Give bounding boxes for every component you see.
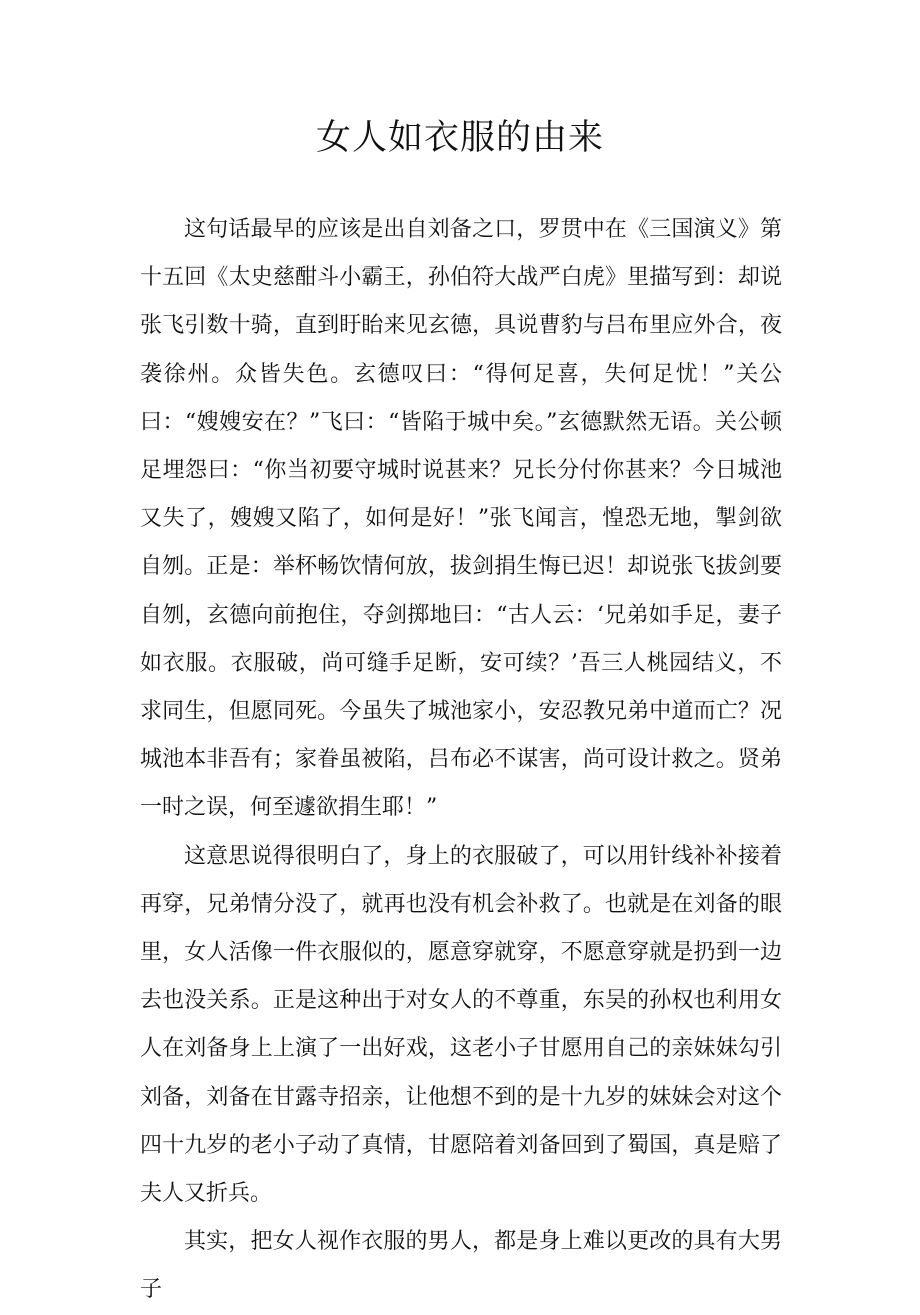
paragraph-3: 其实，把女人视作衣服的男人，都是身上难以更改的具有大男子 xyxy=(140,1229,782,1303)
paragraph-1: 这句话最早的应该是出自刘备之口，罗贯中在《三国演义》第十五回《太史慈酣斗小霸王，孙伯符大战严白虎》里描写到：却说张飞引数十骑，直到盱眙来见玄德，具说曹豹与吕布里应外合，夜袭徐州。众皆失色。玄德叹曰：“得何足喜，失何足忧！”关公曰：“嫂嫂安在？”飞曰：“皆陷于城中矣。”玄德默然无语。关公顿足埋怨曰：“你当初要守城时说甚来？兄长分付你甚来？今日城池又失了，嫂嫂又陷了，如何是好！”张飞闻言，惶恐无地，掣剑欲自刎。正是：举杯畅饮情何放，拔剑捐生悔已迟！却说张飞拔剑要自刎，玄德向前抱住，夺剑掷地曰：“古人云：‘兄弟如手足，妻子如衣服。衣服破，尚可缝手足断，安可续？’吾三人桃园结义，不求同生，但愿同死。今虽失了城池家小，安忍教兄弟中道而亡？况城池本非吾有；家眷虽被陷，吕布必不谋害，尚可设计救之。贤弟一时之误，何至遽欲捐生耶！” xyxy=(140,217,782,821)
paragraph-2: 这意思说得很明白了，身上的衣服破了，可以用针线补补接着再穿，兄弟情分没了，就再也没有机会补救了。也就是在刘备的眼里，女人活像一件衣服似的，愿意穿就穿，不愿意穿就是扔到一边去也没关系。正是这种出于对女人的不尊重，东吴的孙权也利用女人在刘备身上上演了一出好戏，这老小子甘愿用自己的亲妹妹勾引刘备，刘备在甘露寺招亲，让他想不到的是十九岁的妹妹会对这个四十九岁的老小子动了真情，甘愿陪着刘备回到了蜀国，真是赔了夫人又折兵。 xyxy=(140,843,782,1207)
document-body xyxy=(140,206,782,1315)
document-title: 女人如衣服的由来 xyxy=(315,118,604,158)
